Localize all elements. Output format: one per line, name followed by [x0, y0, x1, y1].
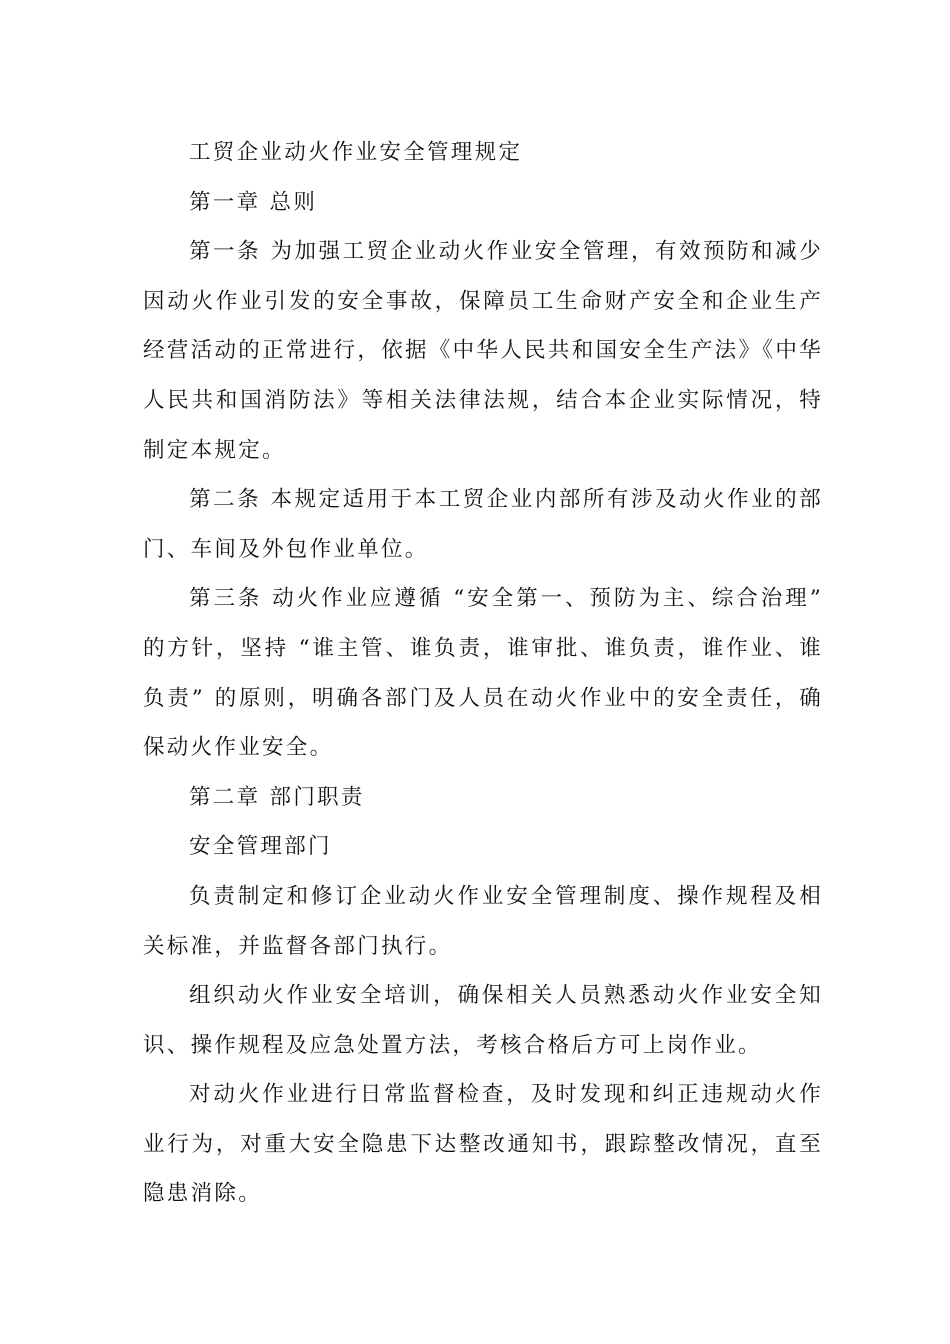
article-2: 第二条 本规定适用于本工贸企业内部所有涉及动火作业的部门、车间及外包作业单位。: [143, 487, 823, 562]
article-1: 第一条 为加强工贸企业动火作业安全管理，有效预防和减少因动火作业引发的安全事故，保障员工生命财产安全和企业生产经营活动的正常进行，依据《中华人民共和国安全生产法》《中华人民共和国消防法》等相关法律法规，结合本企业实际情况，特制定本规定。: [143, 239, 823, 463]
duty-item: 组织动火作业安全培训，确保相关人员熟悉动火作业安全知识、操作规程及应急处置方法，考核合格后方可上岗作业。: [143, 983, 823, 1058]
document-body: [143, 128, 823, 1219]
document-title: 工贸企业动火作业安全管理规定: [189, 140, 523, 165]
duty-item: 对动火作业进行日常监督检查，及时发现和纠正违规动火作业行为，对重大安全隐患下达整改通知书，跟踪整改情况，直至隐患消除。: [143, 1082, 823, 1207]
article-3: 第三条 动火作业应遵循 “安全第一、预防为主、综合治理” 的方针，坚持 “谁主管、谁负责，谁审批、谁负责，谁作业、谁负责” 的原则，明确各部门及人员在动火作业中的安全责任，确保动火作业安全。: [143, 586, 823, 761]
chapter-2-heading: 第二章 部门职责: [189, 784, 365, 810]
chapter-1-heading: 第一章 总则: [189, 189, 318, 215]
section-title: 安全管理部门: [189, 834, 332, 860]
duty-item: 负责制定和修订企业动火作业安全管理制度、操作规程及相关标准，并监督各部门执行。: [143, 883, 823, 959]
